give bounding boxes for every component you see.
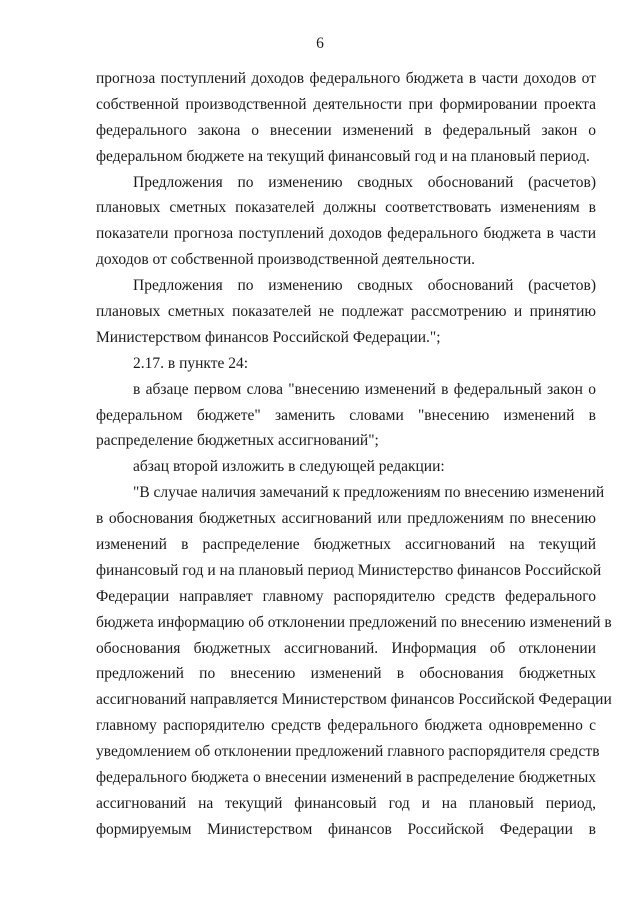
text-line: ассигнований направляется Министерством финансов Российской Федерации [96,691,612,709]
text-line: изменений в распределение бюджетных ассигнований на текущий [96,536,596,554]
paragraph [96,351,596,377]
text-line: Федерации направляет главному распорядителю средств федерального [96,587,596,605]
text-line: финансовый год и на плановый период Министерство финансов Российской [96,561,602,579]
text-line: предложений по внесению изменений в обоснования бюджетных [96,665,596,683]
text-line: в обоснования бюджетных ассигнований или предложениям по внесению [96,510,596,528]
text-line: формируемым Министерством финансов Российской Федерации в [96,820,596,838]
text-line: федеральном бюджете на текущий финансовый год и на плановый период. [96,147,590,165]
paragraph [96,454,596,480]
text-line: абзац второй изложить в следующей редакции: [133,458,445,476]
text-line: распределение бюджетных ассигнований"; [96,432,379,450]
paragraph [96,66,596,170]
text-line: Предложения по изменению сводных обоснований (расчетов) [133,173,596,191]
paragraph [96,170,596,274]
text-line: "В случае наличия замечаний к предложениям по внесению изменений [133,484,605,502]
document-body [96,66,612,843]
text-line: 2.17. в пункте 24: [133,354,249,372]
paragraph [96,377,596,455]
text-line: обоснования бюджетных ассигнований. Информация об отклонении [96,639,596,657]
text-line: федеральном бюджете" заменить словами "внесению изменений в [96,406,596,424]
text-line: в абзаце первом слова "внесению изменений в федеральный закон о [133,380,596,398]
text-line: прогноза поступлений доходов федерального бюджета в части доходов от [96,70,596,87]
text-line: ассигнований на текущий финансовый год и на плановый период, [96,794,596,812]
text-line: Предложения по изменению сводных обоснований (расчетов) [133,277,596,295]
paragraph [96,273,596,351]
text-line: федерального бюджета о внесении изменений в распределение бюджетных [96,769,596,787]
text-line: плановых сметных показателей должны соответствовать изменениям в [96,199,596,217]
text-line: федерального закона о внесении изменений в федеральный закон о [96,121,596,139]
text-line: собственной производственной деятельности при формировании проекта [96,95,596,113]
paragraph [96,480,612,842]
page-number: 6 [316,35,324,52]
text-line: плановых сметных показателей не подлежат рассмотрению и принятию [96,303,596,321]
text-line: доходов от собственной производственной деятельности. [96,251,476,269]
text-line: показатели прогноза поступлений доходов федерального бюджета в части [96,225,596,243]
text-line: главному распорядителю средств федерального бюджета одновременно с [96,717,596,735]
text-line: уведомлением об отклонении предложений главного распорядителя средств [96,743,600,761]
text-line: бюджета информацию об отклонении предложений по внесению изменений в [96,613,612,631]
text-line: Министерством финансов Российской Федерации."; [96,328,441,346]
